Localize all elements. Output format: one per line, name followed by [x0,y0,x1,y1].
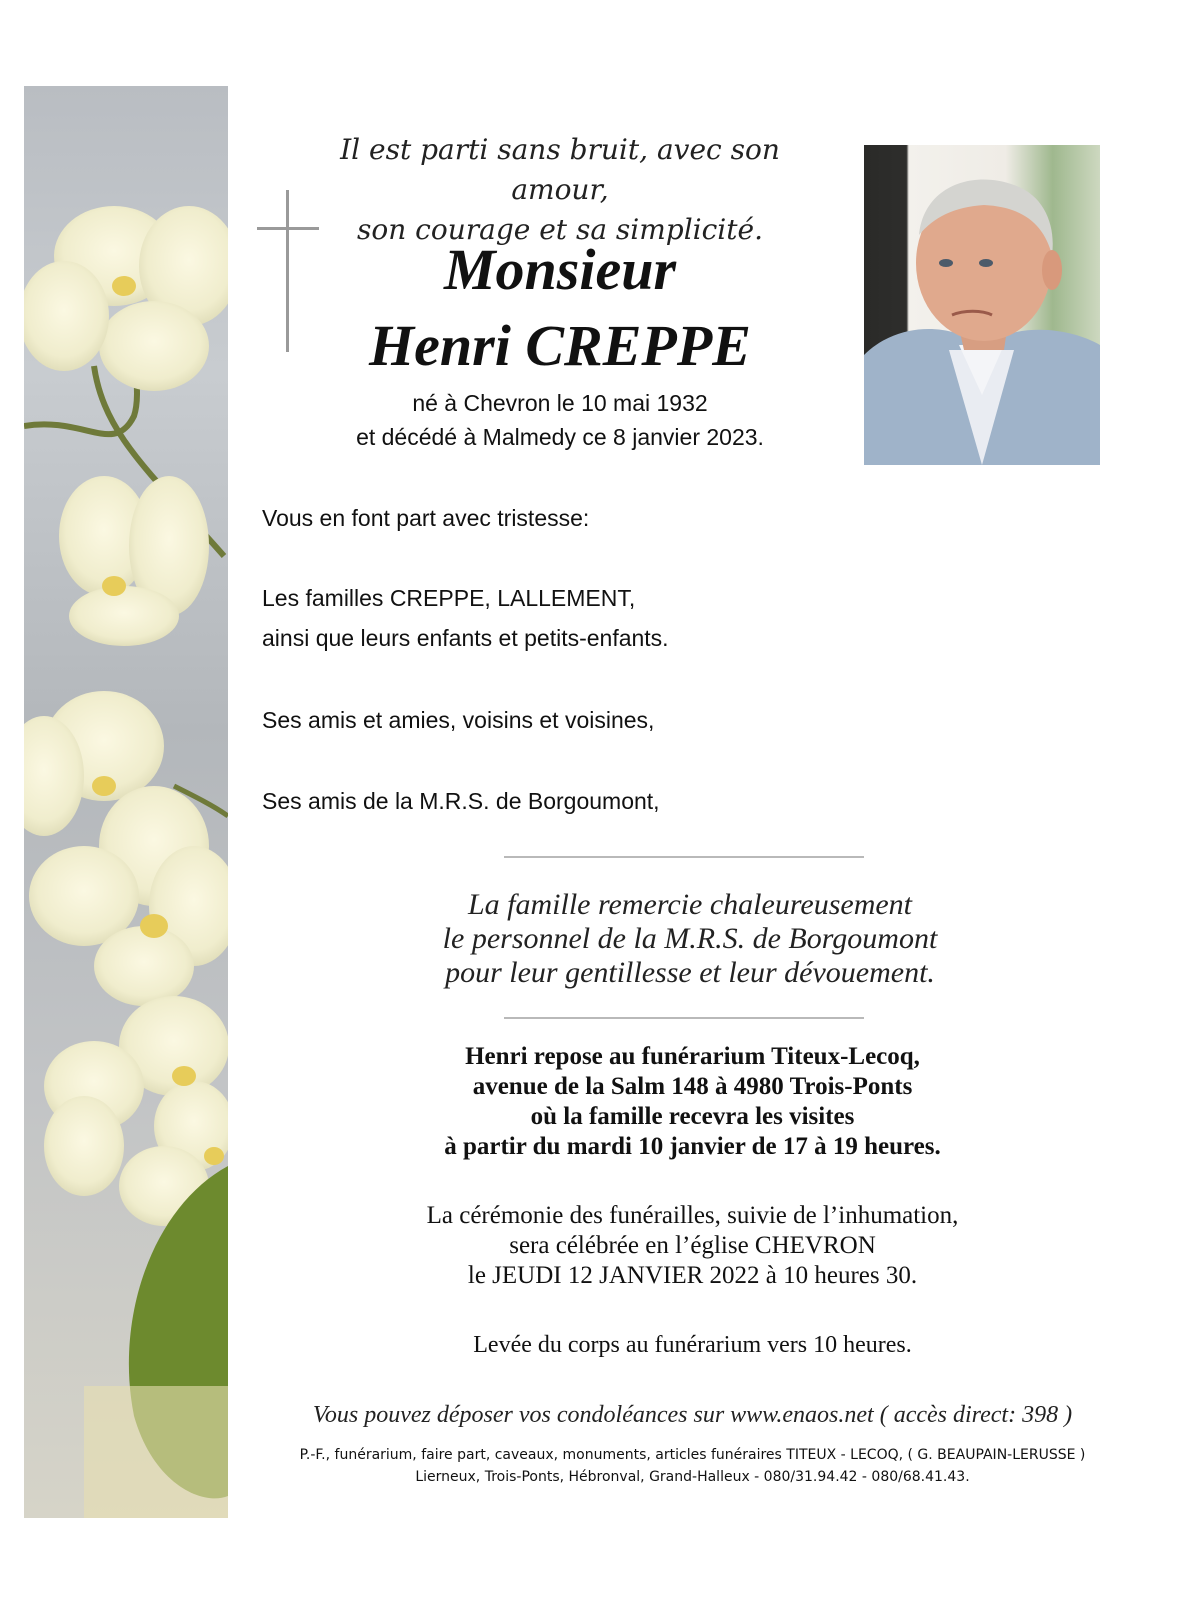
portrait-photo [864,145,1100,465]
deceased-name [330,232,790,384]
death-date: et décédé à Malmedy ce 8 janvier 2023. [356,424,764,450]
divider-2 [504,1017,864,1019]
thanks-message [380,888,1000,990]
birth-date: né à Chevron le 10 mai 1932 [412,390,708,416]
families-line-2: ainsi que leurs enfants et petits-enfants. [262,625,669,651]
orchid-image [24,86,228,1518]
funerarium-info [380,1042,1005,1162]
mrs-friends-line: Ses amis de la M.R.S. de Borgoumont, [262,788,660,814]
ceremony-line-3: le JEUDI 12 JANVIER 2022 à 10 heures 30. [467,1262,918,1289]
honorific: Monsieur [443,237,677,302]
repose-line-1: Henri repose au funérarium Titeux-Lecoq, [465,1043,920,1070]
quote-line-1: Il est parti sans bruit, avec son amour, [340,133,780,206]
footer-line-2: Lierneux, Trois-Ponts, Hébronval, Grand-Halleux - 080/31.94.42 - 080/68.41.43. [415,1469,970,1485]
ceremony-line-1: La cérémonie des funérailles, suivie de l’inhumation, [426,1202,959,1229]
divider-1 [504,856,864,858]
footer-line-1: P.-F., funérarium, faire part, caveaux, monuments, articles funéraires TITEUX - LECOQ, ( G. BEAUPAIN-LERUSSE ) [299,1447,1086,1463]
thanks-line-3: pour leur gentillesse et leur dévouement. [445,956,935,989]
footer-funeral-home [240,1444,1145,1488]
full-name: Henri CREPPE [369,313,751,378]
thanks-line-1: La famille remercie chaleureusement [467,888,913,921]
repose-line-3: où la famille recevra les visites [530,1103,855,1130]
levee-info: Levée du corps au funérarium vers 10 heures. [473,1332,912,1358]
repose-line-4: à partir du mardi 10 janvier de 17 à 19 heures. [444,1133,941,1160]
families-line-1: Les familles CREPPE, LALLEMENT, [262,585,636,611]
thanks-line-2: le personnel de la M.R.S. de Borgoumont [442,922,938,955]
ceremony-line-2: sera célébrée en l’église CHEVRON [509,1232,876,1259]
announcement-intro: Vous en font part avec tristesse: [262,505,590,531]
repose-line-2: avenue de la Salm 148 à 4980 Trois-Ponts [472,1073,913,1100]
quote-line-2: son courage et sa simplicité. [357,213,763,246]
ceremony-info [360,1201,1025,1291]
condolences-link-text: Vous pouvez déposer vos condoléances sur www.enaos.net ( accès direct: 398 ) [312,1402,1073,1428]
friends-line: Ses amis et amies, voisins et voisines, [262,707,655,733]
birth-death-dates [320,386,800,454]
